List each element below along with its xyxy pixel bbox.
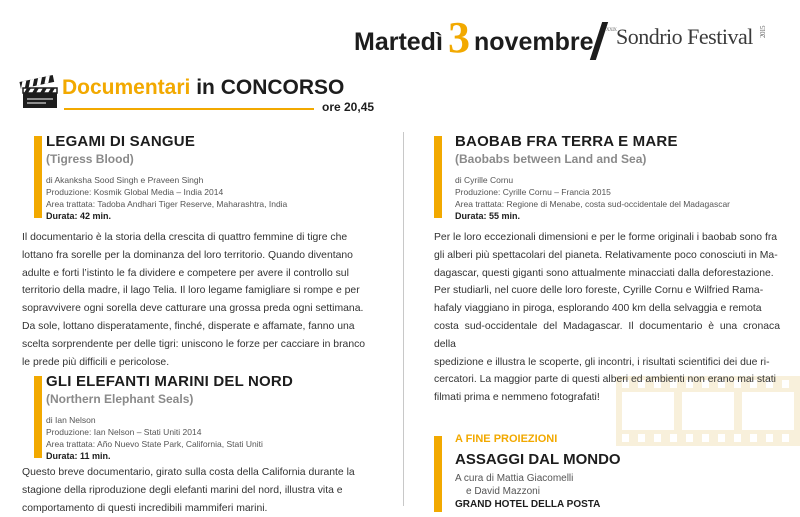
- clapperboard-icon: [18, 72, 62, 112]
- film-directors: di Akanksha Sood Singh e Praveen Singh: [46, 175, 204, 185]
- description-line: spedizione e illustra le scoperte, gli incontri, i risultati scientifici dei due ri-: [434, 356, 770, 368]
- description-line: comportamento di questi incredibili mammiferi marini.: [22, 502, 268, 514]
- section-title-documentari: Documentari: [62, 76, 191, 99]
- after-screening-venue: GRAND HOTEL DELLA POSTA: [455, 499, 601, 510]
- description-line: sopravvivere ogni sorella deve catturare una grossa preda ogni settimana.: [22, 303, 364, 315]
- description-line: lottano fra sorelle per la dominanza del loro territorio. Quando diventano: [22, 249, 353, 261]
- after-screening-accent-bar: [434, 436, 442, 512]
- description-line: stagione della riproduzione degli elefanti marini del nord, illustra vita e: [22, 484, 343, 496]
- film-area: Area trattata: Año Nuevo State Park, California, Stati Uniti: [46, 439, 263, 449]
- description-line: costa sud-occidentale del Madagascar. Il documentario è una cronaca della: [434, 320, 780, 350]
- festival-year: 2015: [758, 26, 767, 38]
- description-line: Per studiarli, nel cuore delle loro foreste, Cyrille Cornu e Wilfried Rama-: [434, 285, 764, 297]
- festival-edition: XXIX: [606, 28, 617, 33]
- description-line: gli alberi più spettacolari del pianeta. Relativamente poco conosciuti in Ma-: [434, 249, 778, 261]
- film-description: [22, 464, 390, 517]
- description-line: adulte e forti l’istinto le fa dividere e competere per avere il controllo sul: [22, 267, 349, 279]
- film-description: [434, 229, 780, 407]
- date-day-name: Martedì: [354, 28, 443, 56]
- film-production: Produzione: Ian Nelson – Stati Uniti 2014: [46, 427, 202, 437]
- film-accent-bar: [34, 376, 42, 458]
- film-original-title: (Tigress Blood): [46, 152, 134, 166]
- film-title: BAOBAB FRA TERRA E MARE: [455, 133, 678, 150]
- film-directors: di Ian Nelson: [46, 415, 96, 425]
- film-directors: di Cyrille Cornu: [455, 175, 514, 185]
- description-line: dagascar, questi giganti sono attualmente minacciati dalla deforestazione.: [434, 267, 774, 279]
- description-line: hafaly viaggiano in piroga, esplorando 400 km della selvaggia e remota: [434, 303, 762, 315]
- after-screening-title: ASSAGGI DAL MONDO: [455, 451, 621, 468]
- after-screening-curator: A cura di Mattia Giacomelli: [455, 473, 574, 484]
- description-line: Il documentario è la storia della crescita di quattro femmine di tigre che: [22, 232, 348, 243]
- film-original-title: (Northern Elephant Seals): [46, 392, 194, 406]
- description-line: filmati prima e nemmeno fotografati!: [434, 392, 600, 404]
- column-divider: [403, 132, 404, 506]
- screening-time: ore 20,45: [322, 100, 375, 114]
- film-original-title: (Baobabs between Land and Sea): [455, 152, 647, 166]
- after-screening-label: A FINE PROIEZIONI: [455, 433, 558, 445]
- description-line: territorio della madre, il lago Telia. Il loro legame famigliare si rompe e per: [22, 285, 360, 297]
- description-line: Questo breve documentario, girato sulla costa della California durante la: [22, 467, 355, 478]
- description-line: cercatori. La maggior parte di questi alberi ed ambienti non erano mai stati: [434, 374, 776, 386]
- after-screening-curator-2: e David Mazzoni: [466, 486, 540, 497]
- film-title: LEGAMI DI SANGUE: [46, 133, 196, 150]
- section-title-rule: [64, 108, 314, 110]
- section-title: [62, 76, 344, 100]
- date-day-number: 3: [448, 13, 470, 62]
- description-line: scelta sorprendente per delle tigri: uniscono le forze per cacciare in branco: [22, 338, 366, 350]
- date-month: novembre: [474, 28, 594, 56]
- film-production: Produzione: Cyrille Cornu – Francia 2015: [455, 187, 611, 197]
- film-area: Area trattata: Tadoba Andhari Tiger Reserve, Maharashtra, India: [46, 199, 288, 209]
- film-title: GLI ELEFANTI MARINI DEL NORD: [46, 373, 293, 390]
- description-line: Per le loro eccezionali dimensioni e per le forme originali i baobab sono fra: [434, 232, 778, 243]
- film-accent-bar: [434, 136, 442, 218]
- section-title-concorso: in CONCORSO: [196, 76, 345, 99]
- film-duration: Durata: 42 min.: [46, 211, 112, 221]
- film-production: Produzione: Kosmik Global Media – India 2014: [46, 187, 224, 197]
- film-description: [22, 229, 390, 371]
- description-line: Da sole, lottano disperatamente, finché, disperate e affamate, fanno una: [22, 320, 355, 332]
- festival-logo: [606, 24, 767, 50]
- film-duration: Durata: 55 min.: [455, 211, 521, 221]
- film-area: Area trattata: Regione di Menabe, costa sud-occidentale del Madagascar: [455, 199, 730, 209]
- description-line: le prede più difficili e pericolose.: [22, 356, 170, 368]
- film-duration: Durata: 11 min.: [46, 451, 111, 461]
- film-accent-bar: [34, 136, 42, 218]
- festival-name: Sondrio Festival: [616, 24, 753, 49]
